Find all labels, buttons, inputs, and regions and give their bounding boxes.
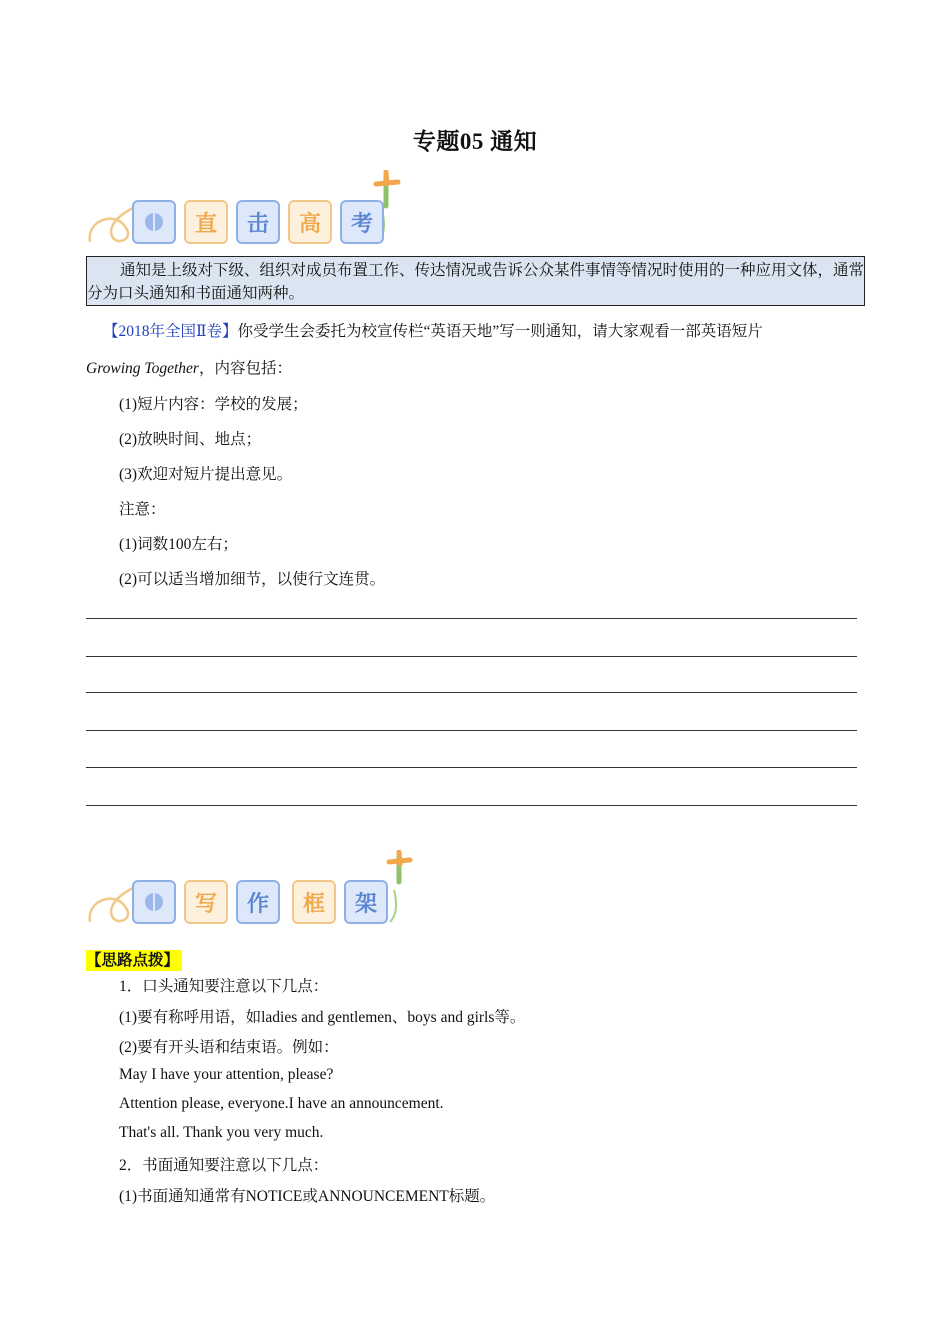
- framework-line: Attention please, everyone.I have an announcement.: [119, 1095, 444, 1112]
- task-text-cont: ，内容包括：: [198, 360, 292, 377]
- hint-label: 【思路点拨】: [86, 950, 182, 971]
- section-banner-framework: [86, 850, 426, 930]
- section-banner-exam: [86, 170, 406, 250]
- answer-line[interactable]: [86, 730, 857, 731]
- intro-box: [86, 256, 865, 306]
- intro-text: 通知是上级对下级、组织对成员布置工作、传达情况或告诉公众某件事情等情况时使用的一种应用文体，通常分为口头通知和书面通知两种。: [87, 262, 865, 302]
- task-item: (2)放映时间、地点；: [119, 431, 262, 448]
- answer-line[interactable]: [86, 805, 857, 806]
- banner-dot-icon: [132, 880, 176, 924]
- framework-line: (1)书面通知通常有NOTICE或ANNOUNCEMENT标题。: [119, 1188, 496, 1205]
- answer-line[interactable]: [86, 656, 857, 657]
- task-text: 你受学生会委托为校宣传栏“英语天地”写一则通知，请大家观看一部英语短片: [237, 323, 763, 340]
- answer-line[interactable]: [86, 767, 857, 768]
- framework-line: That's all. Thank you very much.: [119, 1124, 324, 1141]
- banner-tile: 高: [288, 200, 332, 244]
- banner-tile: 直: [184, 200, 228, 244]
- task-prompt: [103, 319, 763, 341]
- banner-tile: 考: [340, 200, 384, 244]
- task-item: (3)欢迎对短片提出意见。: [119, 466, 293, 483]
- framework-line: 1．口头通知要注意以下几点：: [119, 978, 329, 995]
- task-prompt-cont: [86, 356, 292, 378]
- banner-tile: 写: [184, 880, 228, 924]
- banner-tile: 击: [236, 200, 280, 244]
- task-source-tag: 【2018年全国Ⅱ卷】: [103, 323, 238, 340]
- answer-line[interactable]: [86, 692, 857, 693]
- framework-line: 2．书面通知要注意以下几点：: [119, 1157, 329, 1174]
- note-label: 注意：: [119, 501, 166, 518]
- note-item: (2)可以适当增加细节，以使行文连贯。: [119, 571, 386, 588]
- note-item: (1)词数100左右；: [119, 536, 238, 553]
- task-item: (1)短片内容：学校的发展；: [119, 396, 308, 413]
- banner-tile: 框: [292, 880, 336, 924]
- framework-line: (2)要有开头语和结束语。例如：: [119, 1039, 339, 1056]
- framework-line: (1)要有称呼用语，如ladies and gentlemen、boys and girls等。: [119, 1009, 526, 1026]
- banner-tile: 作: [236, 880, 280, 924]
- answer-line[interactable]: [86, 618, 857, 619]
- film-title: Growing Together: [86, 360, 199, 377]
- page-title: 专题05 通知: [412, 129, 538, 154]
- framework-line: May I have your attention, please?: [119, 1066, 334, 1083]
- banner-dot-icon: [132, 200, 176, 244]
- banner-tile: 架: [344, 880, 388, 924]
